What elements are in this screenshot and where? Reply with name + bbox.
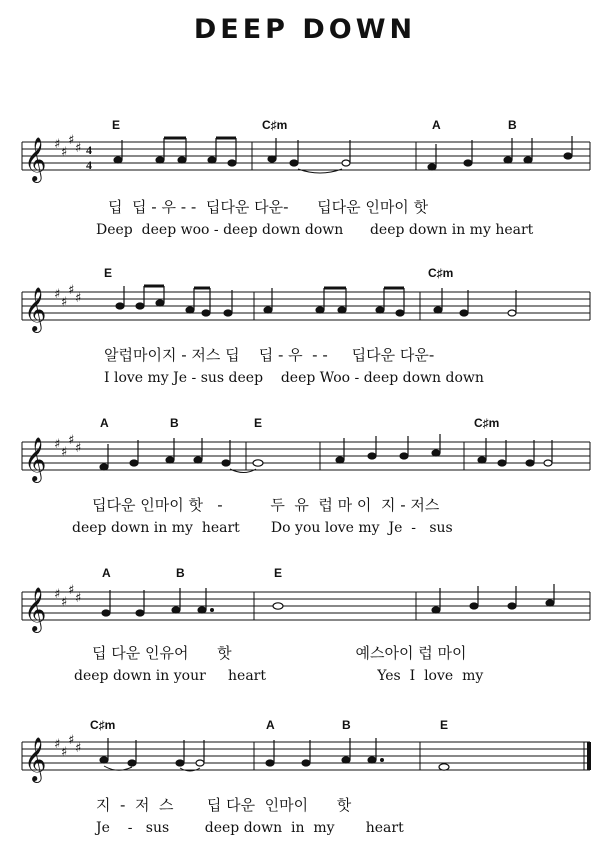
svg-text:♯: ♯ (61, 145, 68, 160)
svg-text:♯: ♯ (68, 133, 75, 148)
korean-lyrics: 알럽마이지 - 저스 딥 딥 - 우 - - 딥다운 다운- (104, 346, 435, 364)
chord-symbol: C♯m (428, 266, 454, 280)
chord-symbol: B (170, 416, 179, 430)
chord-symbol: C♯m (474, 416, 500, 430)
svg-text:♯: ♯ (61, 595, 68, 610)
svg-text:♯: ♯ (75, 441, 82, 456)
svg-text:𝄞: 𝄞 (24, 437, 47, 481)
korean-lyrics: 지 - 저 스 딥 다운 인마이 핫 (96, 796, 352, 814)
chord-symbol: B (176, 566, 185, 580)
korean-lyrics: 딥 다운 인유어 핫 예스아이 럽 마이 (92, 644, 467, 662)
svg-text:4: 4 (86, 158, 92, 172)
svg-text:𝄞: 𝄞 (24, 737, 47, 781)
music-system-4 (0, 566, 610, 692)
english-lyrics: deep down in my heart Do you love my Je - sus (72, 520, 453, 536)
svg-text:♯: ♯ (68, 583, 75, 598)
korean-lyrics: 딥다운 인마이 핫 - 두 유 럽 마 이 지 - 저스 (92, 496, 440, 514)
english-lyrics: Je - sus deep down in my heart (96, 820, 404, 836)
chord-symbol: E (440, 718, 449, 732)
svg-text:♯: ♯ (61, 295, 68, 310)
svg-text:𝄞: 𝄞 (24, 137, 47, 181)
svg-text:𝄞: 𝄞 (24, 287, 47, 331)
song-title: DEEP DOWN (193, 14, 417, 45)
svg-text:♯: ♯ (68, 433, 75, 448)
chord-symbol: B (508, 118, 517, 132)
svg-text:♯: ♯ (54, 587, 61, 602)
svg-text:♯: ♯ (54, 137, 61, 152)
staff (0, 132, 610, 202)
svg-text:♯: ♯ (75, 591, 82, 606)
staff (0, 282, 610, 352)
music-system-1 (0, 118, 610, 244)
chord-symbol: E (104, 266, 113, 280)
svg-text:♯: ♯ (75, 291, 82, 306)
music-system-2 (0, 266, 610, 392)
svg-text:♯: ♯ (54, 287, 61, 302)
english-lyrics: Deep deep woo - deep down down deep down in my heart (96, 222, 534, 238)
english-lyrics: deep down in your heart Yes I love my (74, 668, 484, 684)
svg-text:♯: ♯ (54, 437, 61, 452)
svg-text:♯: ♯ (75, 741, 82, 756)
svg-text:𝄞: 𝄞 (24, 587, 47, 631)
svg-text:♯: ♯ (68, 283, 75, 298)
korean-lyrics: 딥 딥 - 우 - - 딥다운 다운- 딥다운 인마이 핫 (108, 198, 429, 216)
svg-text:♯: ♯ (68, 733, 75, 748)
chord-symbol: C♯m (262, 118, 288, 132)
chord-symbol: C♯m (90, 718, 116, 732)
svg-text:♯: ♯ (75, 141, 82, 156)
music-system-3 (0, 416, 610, 542)
chord-symbol: B (342, 718, 351, 732)
svg-text:4: 4 (86, 143, 92, 157)
svg-text:♯: ♯ (61, 745, 68, 760)
staff (0, 732, 610, 802)
chord-symbol: E (274, 566, 283, 580)
music-system-5 (0, 718, 610, 844)
svg-text:♯: ♯ (61, 445, 68, 460)
english-lyrics: I love my Je - sus deep deep Woo - deep down down (104, 370, 484, 386)
chord-symbol: E (112, 118, 121, 132)
chord-symbol: E (254, 416, 263, 430)
chord-symbol: A (266, 718, 275, 732)
chord-symbol: A (432, 118, 441, 132)
chord-symbol: A (102, 566, 111, 580)
svg-text:♯: ♯ (54, 737, 61, 752)
chord-symbol: A (100, 416, 109, 430)
staff (0, 432, 610, 502)
